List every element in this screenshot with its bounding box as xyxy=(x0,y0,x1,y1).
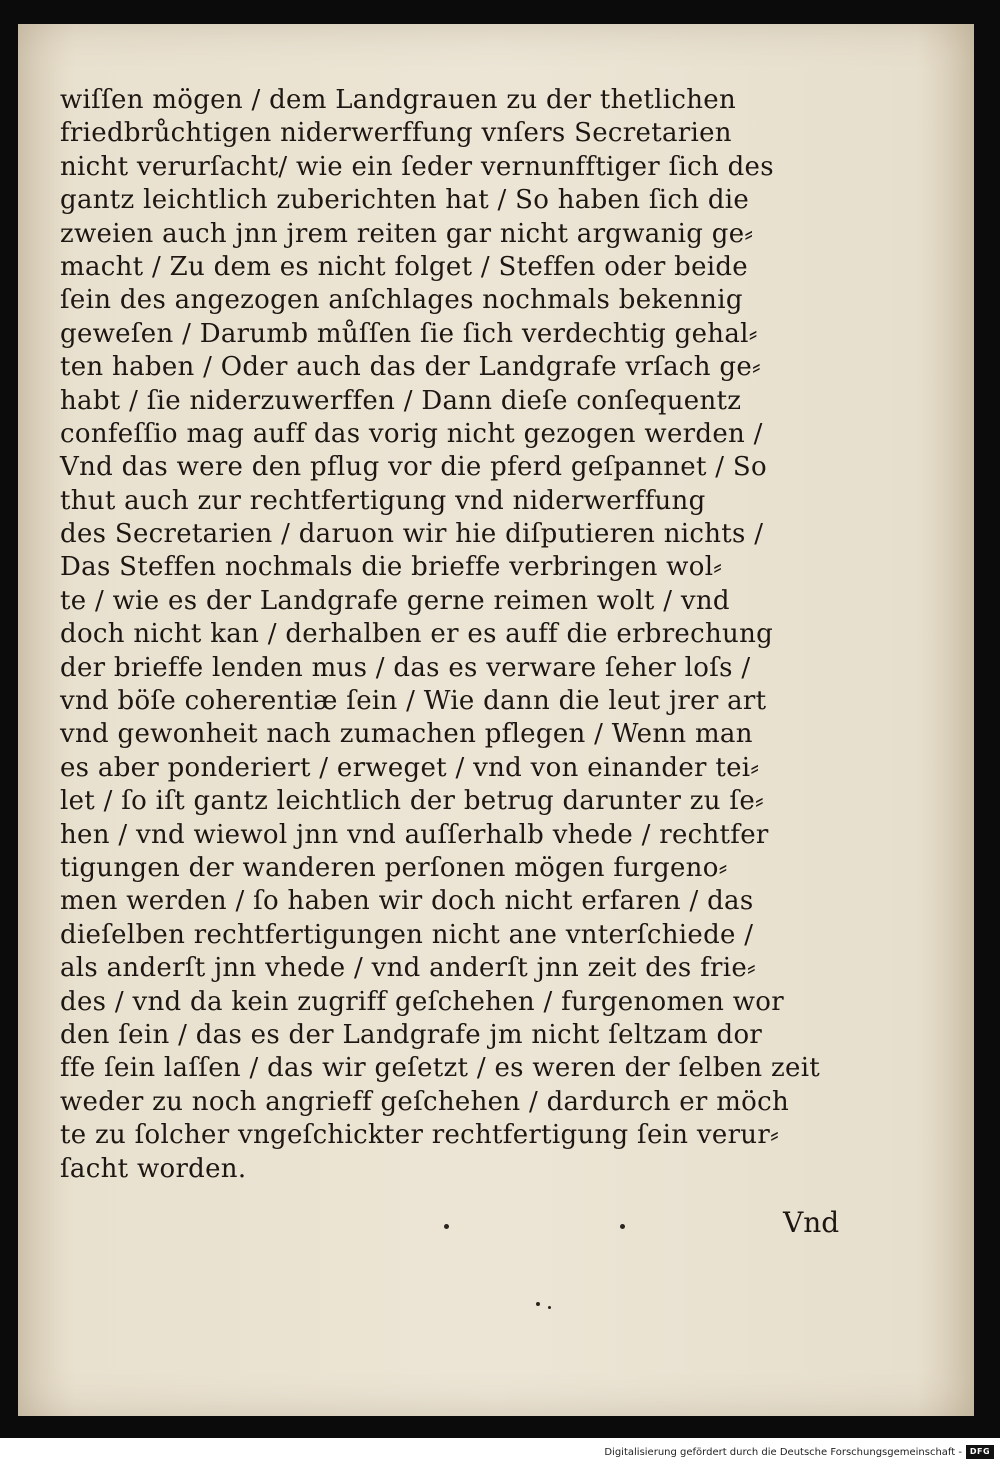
text-line: ſacht worden. xyxy=(60,1153,247,1184)
book-page xyxy=(18,24,974,1416)
text-line: als anderſt jnn vhede / vnd anderſt jnn zeit des frie⸗ xyxy=(60,953,756,984)
footer-bar xyxy=(0,1438,1000,1465)
text-line: es aber ponderiert / erweget / vnd von einander tei⸗ xyxy=(60,752,760,783)
text-line: vnd böſe coherentiæ ſein / Wie dann die leut jrer art xyxy=(60,686,767,717)
funding-credit: Digitalisierung gefördert durch die Deutsche Forschungsgemeinschaft - xyxy=(604,1447,962,1458)
text-line: hen / vnd wiewol jnn vnd auſſerhalb vhede / rechtfer xyxy=(60,819,769,850)
text-line: te zu ſolcher vngeſchickter rechtfertigung ſein verur⸗ xyxy=(60,1120,780,1151)
text-line: wiſſen mögen / dem Landgrauen zu der thetlichen xyxy=(60,85,737,115)
text-line: tigungen der wanderen perſonen mögen furgeno⸗ xyxy=(60,852,728,883)
text-line: des / vnd da kein zugriff geſchehen / furgenomen wor xyxy=(60,986,784,1017)
text-line: weder zu noch angrieff geſchehen / dardurch er möch xyxy=(60,1086,790,1117)
text-line: nicht verurſacht/ wie ein ſeder vernunfftiger ſich des xyxy=(60,151,774,182)
text-line: der brieffe lenden mus / das es verware ſeher loſs / xyxy=(60,652,751,683)
page-text xyxy=(60,84,860,1186)
text-line: zweien auch jnn jrem reiten gar nicht argwanig ge⸗ xyxy=(60,218,754,249)
text-line: Das Steffen nochmals die brieffe verbringen wol⸗ xyxy=(60,552,723,583)
ink-dot xyxy=(548,1306,551,1309)
text-line: den ſein / das es der Landgrafe jm nicht ſeltzam dor xyxy=(60,1019,763,1050)
text-line: des Secretarien / daruon wir hie diſputieren nichts / xyxy=(60,519,764,550)
text-line: Vnd das were den pflug vor die pferd geſpannet / So xyxy=(60,452,767,483)
text-line: dieſelben rechtfertigungen nicht ane vnterſchiede / xyxy=(60,919,754,950)
text-line: doch nicht kan / derhalben er es auff die erbrechung xyxy=(60,619,774,650)
text-line: habt / ſie niderzuwerffen / Dann dieſe conſequentz xyxy=(60,385,742,416)
text-line: let / ſo iſt gantz leichtlich der betrug darunter zu ſe⸗ xyxy=(60,786,764,817)
text-line: confeſſio mag auff das vorig nicht gezogen werden / xyxy=(60,418,763,449)
dfg-logo: DFG xyxy=(966,1445,994,1459)
text-line: men werden / ſo haben wir doch nicht erfaren / das xyxy=(60,886,754,917)
text-line: macht / Zu dem es nicht folget / Steffen oder beide xyxy=(60,251,748,282)
text-line: te / wie es der Landgrafe gerne reimen wolt / vnd xyxy=(60,585,730,616)
text-line: ffe ſein laſſen / das wir geſetzt / es weren der ſelben zeit xyxy=(60,1053,821,1084)
catchword: Vnd xyxy=(783,1206,840,1239)
text-line: ſein des angezogen anſchlages nochmals bekennig xyxy=(60,285,743,316)
text-line: ten haben / Oder auch das der Landgrafe vrſach ge⸗ xyxy=(60,352,761,383)
ink-dot xyxy=(444,1224,449,1229)
text-line: friedbrůchtigen niderwerffung vnſers Secretarien xyxy=(60,118,732,149)
ink-dot xyxy=(620,1224,625,1229)
text-line: gantz leichtlich zuberichten hat / So haben ſich die xyxy=(60,185,750,216)
ink-dot xyxy=(536,1302,540,1306)
text-line: geweſen / Darumb můſſen ſie ſich verdechtig gehal⸗ xyxy=(60,318,758,349)
text-line: vnd gewonheit nach zumachen pflegen / Wenn man xyxy=(60,719,753,750)
text-line: thut auch zur rechtfertigung vnd niderwerffung xyxy=(60,485,706,516)
